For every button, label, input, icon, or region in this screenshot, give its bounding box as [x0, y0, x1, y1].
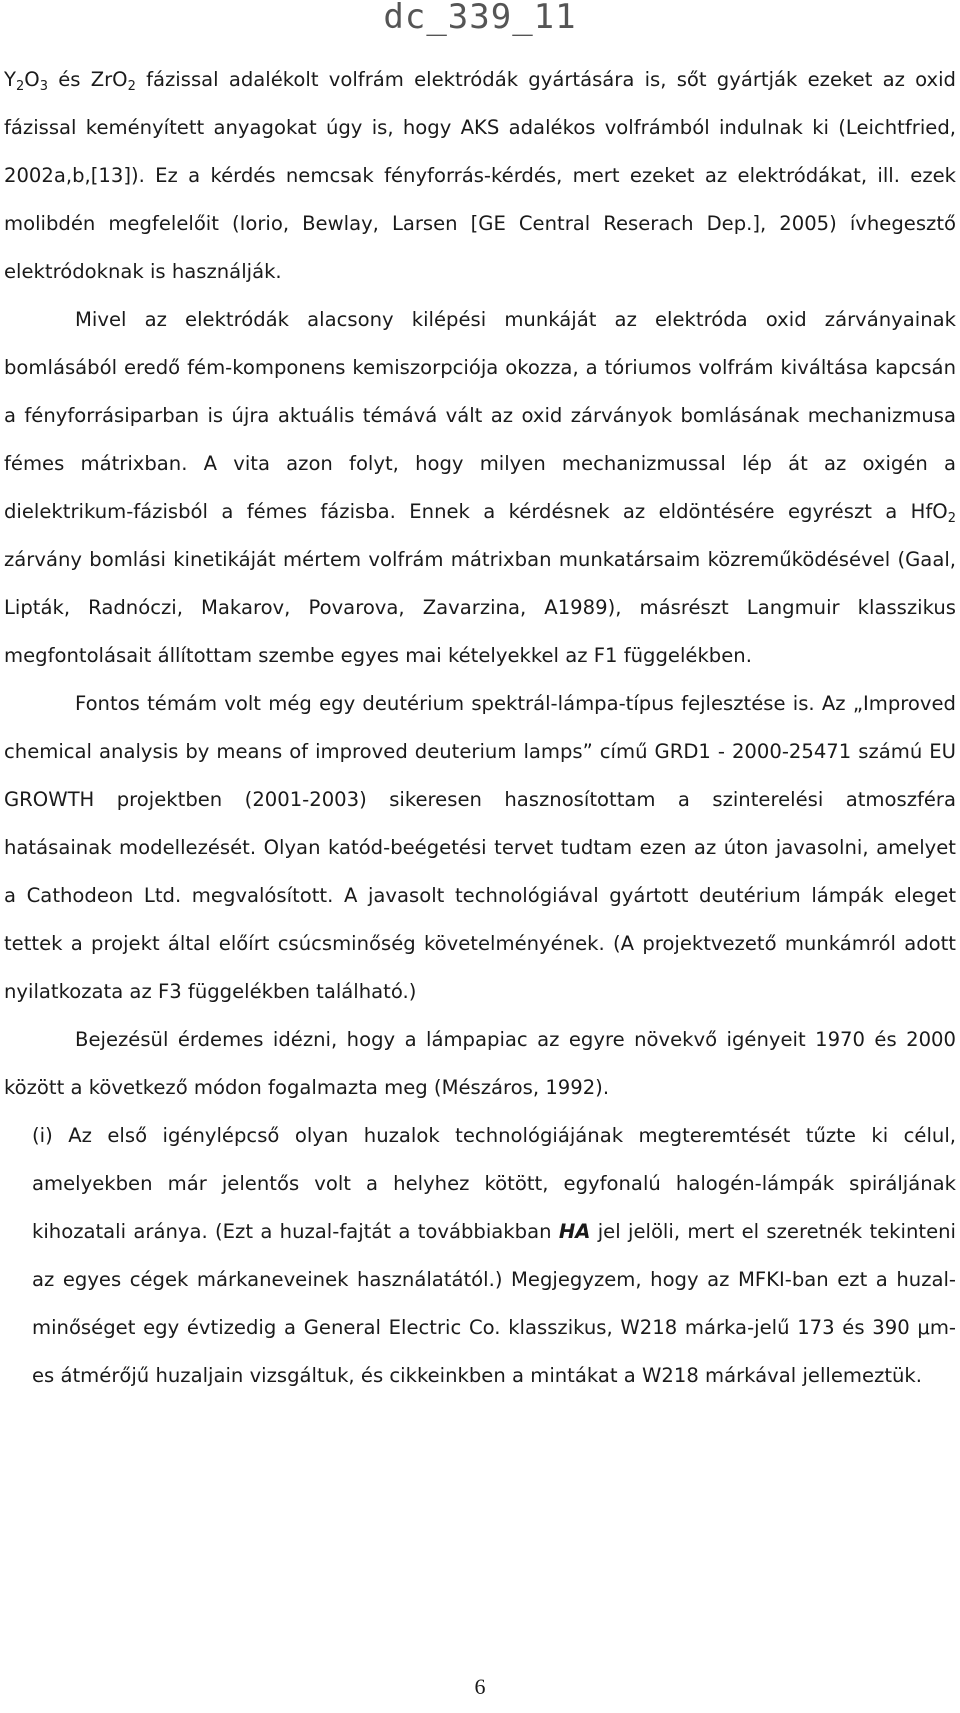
paragraph-lamp-market: Bejezésül érdemes idézni, hogy a lámpapiac az egyre növekvő igényeit 1970 és 2000 között a következő módon fogalmazta meg (Mészáros, 1992).	[4, 1028, 956, 1099]
subscript: 2	[15, 79, 25, 94]
document-body	[4, 56, 956, 1400]
subscript: 2	[127, 79, 136, 94]
subscript: 2	[947, 511, 956, 526]
document-code-header: dc_339_11	[383, 0, 577, 37]
text-run: O	[24, 68, 40, 91]
text-run: Mivel az elektródák alacsony kilépési munkáját az elektróda oxid zárványainak bomlásából eredő fém-komponens kemiszorpciója okozza, a tóriumos volfrám kiváltása kapcsán a fényforrásiparban is újra aktuális témává vált az oxid zárványok bomlásának mechanizmusa fémes mátrixban. A vita azon folyt, hogy milyen mechanizmussal lép át az oxigén a dielektrikum-fázisból a fémes fázisba. Ennek a kérdésnek az eldöntésére egyrészt a HfO	[4, 308, 956, 523]
emphasis-ha: HA	[558, 1220, 591, 1243]
text-run: (i) Az első igénylépcső olyan huzalok technológiájának megteremtését tűzte ki célul, amelyekben már jelentős volt a helyhez kötött, egyfonalú halogén-lámpák spiráljának kihozatali aránya. (Ezt a huzal-fajtát a továbbiakban	[32, 1124, 956, 1243]
text-run: zárvány bomlási kinetikáját mértem volfrám mátrixban munkatársaim közreműködésével (Gaal, Lipták, Radnóczi, Makarov, Povarova, Zavarzina, A1989), másrészt Langmuir klasszikus megfontolásait állítottam szembe egyes mai kételyekkel az F1 függelékben.	[4, 548, 956, 667]
text-run: fázissal adalékolt volfrám elektródák gyártására is, sőt gyártják ezeket az oxid fázissal keményített anyagokat úgy is, hogy AKS adalékos volfrámból indulnak ki (Leichtfried, 2002a,b,[13]). Ez a kérdés nemcsak fényforrás-kérdés, mert ezeket az elektródákat, ill. ezek molibdén megfelelőit (Iorio, Bewlay, Larsen [GE Central Reserach Dep.], 2005) ívhegesztő elektródoknak is használják.	[4, 68, 956, 283]
text-run: Y	[4, 68, 16, 91]
subscript: 3	[39, 79, 48, 94]
text-run: jel jelöli, mert el szeretnék tekinteni az egyes cégek márkaneveinek használatától.) Megjegyzem, hogy az MFKI-ban ezt a huzal-minőséget egy évtizedig a General Electric Co. klasszikus, W218 márka-jelű 173 és 390 μm-es átmérőjű huzaljain vizsgáltuk, és cikkeinkben a mintákat a W218 márkával jellemeztük.	[32, 1220, 956, 1387]
paragraph-work-function	[4, 296, 956, 680]
page-number: 6	[474, 1674, 486, 1699]
paragraph-deuterium-lamp: Fontos témám volt még egy deutérium spektrál-lámpa-típus fejlesztése is. Az „Improved chemical analysis by means of improved deuterium lamps” című GRD1 - 2000-25471 számú EU GROWTH projektben (2001-2003) sikeresen hasznosítottam a szinterelési atmoszféra hatásainak modellezését. Olyan katód-beégetési tervet tudtam ezen az úton javasolni, amelyet a Cathodeon Ltd. megvalósított. A javasolt technológiával gyártott deutérium lámpák eleget tettek a projekt által előírt csúcsminőség követelményének. (A projektvezető munkámról adott nyilatkozata az F3 függelékben található.)	[4, 692, 956, 1003]
text-run: és ZrO	[47, 68, 128, 91]
paragraph-oxide-electrodes	[4, 56, 956, 296]
list-item-first-demand-step	[4, 1112, 956, 1400]
